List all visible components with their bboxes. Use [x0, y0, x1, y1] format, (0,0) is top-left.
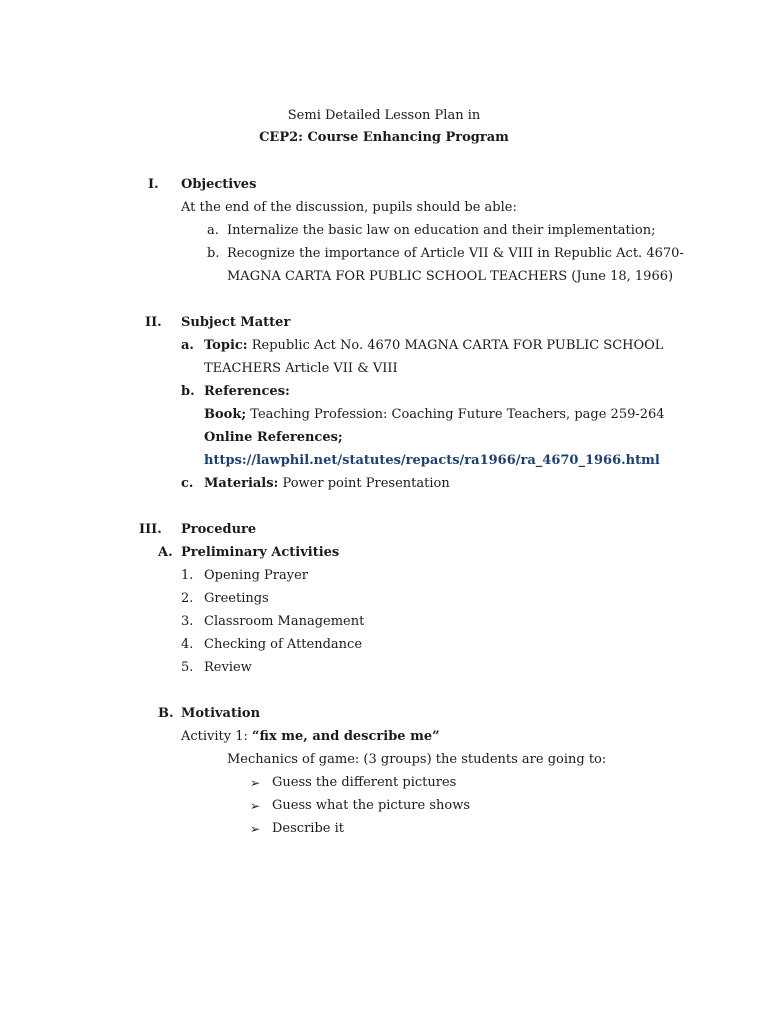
- section-numeral-subject-matter: II.: [145, 315, 162, 330]
- topic-value: Republic Act No. 4670 MAGNA CARTA FOR PUBLIC SCHOOL: [251, 338, 664, 353]
- bullet-item: Describe it: [272, 821, 344, 836]
- bullet-item: Guess the different pictures: [272, 775, 457, 790]
- list-item: Review: [204, 660, 252, 675]
- objective-marker: a.: [207, 223, 219, 238]
- section-heading-objectives: Objectives: [181, 177, 257, 192]
- section-numeral-objectives: I.: [148, 177, 159, 192]
- list-item: Checking of Attendance: [204, 637, 363, 652]
- references-label: References:: [204, 384, 290, 399]
- motivation-marker: B.: [158, 706, 174, 721]
- arrow-bullet-icon: ➢: [250, 822, 261, 836]
- materials-label: Materials:: [204, 476, 279, 491]
- topic-line: [204, 338, 663, 354]
- list-item-number: 3.: [181, 614, 194, 629]
- arrow-bullet-icon: ➢: [250, 799, 261, 813]
- topic-value-continuation: TEACHERS Article VII & VIII: [204, 361, 398, 376]
- objectives-intro: At the end of the discussion, pupils should be able:: [181, 200, 517, 215]
- activity-name: “fix me, and describe me”: [252, 729, 440, 744]
- book-value: Teaching Profession: Coaching Future Teachers, page 259-264: [250, 407, 665, 422]
- document-title: CEP2: Course Enhancing Program: [259, 130, 509, 145]
- online-references-label: Online References;: [204, 430, 343, 445]
- book-label: Book;: [204, 407, 247, 422]
- book-reference: [204, 407, 665, 423]
- references-marker: b.: [181, 384, 195, 399]
- materials-marker: c.: [181, 476, 194, 491]
- section-heading-subject-matter: Subject Matter: [181, 315, 291, 330]
- mechanics-text: Mechanics of game: (3 groups) the students are going to:: [227, 752, 607, 767]
- activity-line: [181, 729, 440, 745]
- section-numeral-procedure: III.: [139, 522, 162, 537]
- preliminary-heading: Preliminary Activities: [181, 545, 340, 560]
- materials-line: [204, 476, 450, 492]
- list-item-number: 4.: [181, 637, 194, 652]
- list-item: Classroom Management: [204, 614, 365, 629]
- bullet-item: Guess what the picture shows: [272, 798, 471, 813]
- list-item-number: 2.: [181, 591, 194, 606]
- online-reference-link[interactable]: https://lawphil.net/statutes/repacts/ra1966/ra_4670_1966.html: [204, 453, 660, 468]
- topic-label: Topic:: [204, 338, 248, 353]
- objective-item: Internalize the basic law on education and their implementation;: [227, 223, 656, 238]
- objective-item-continuation: MAGNA CARTA FOR PUBLIC SCHOOL TEACHERS (June 18, 1966): [227, 269, 674, 284]
- objective-marker: b.: [207, 246, 220, 261]
- list-item-number: 1.: [181, 568, 194, 583]
- topic-marker: a.: [181, 338, 194, 353]
- preliminary-marker: A.: [158, 545, 173, 560]
- list-item: Opening Prayer: [204, 568, 308, 583]
- activity-label: Activity 1:: [181, 729, 248, 744]
- section-heading-procedure: Procedure: [181, 522, 257, 537]
- list-item: Greetings: [204, 591, 269, 606]
- materials-value: Power point Presentation: [282, 476, 450, 491]
- objective-item: Recognize the importance of Article VII & VIII in Republic Act. 4670-: [227, 246, 684, 261]
- motivation-heading: Motivation: [181, 706, 261, 721]
- document-subtitle: Semi Detailed Lesson Plan in: [287, 108, 481, 123]
- arrow-bullet-icon: ➢: [250, 776, 261, 790]
- list-item-number: 5.: [181, 660, 194, 675]
